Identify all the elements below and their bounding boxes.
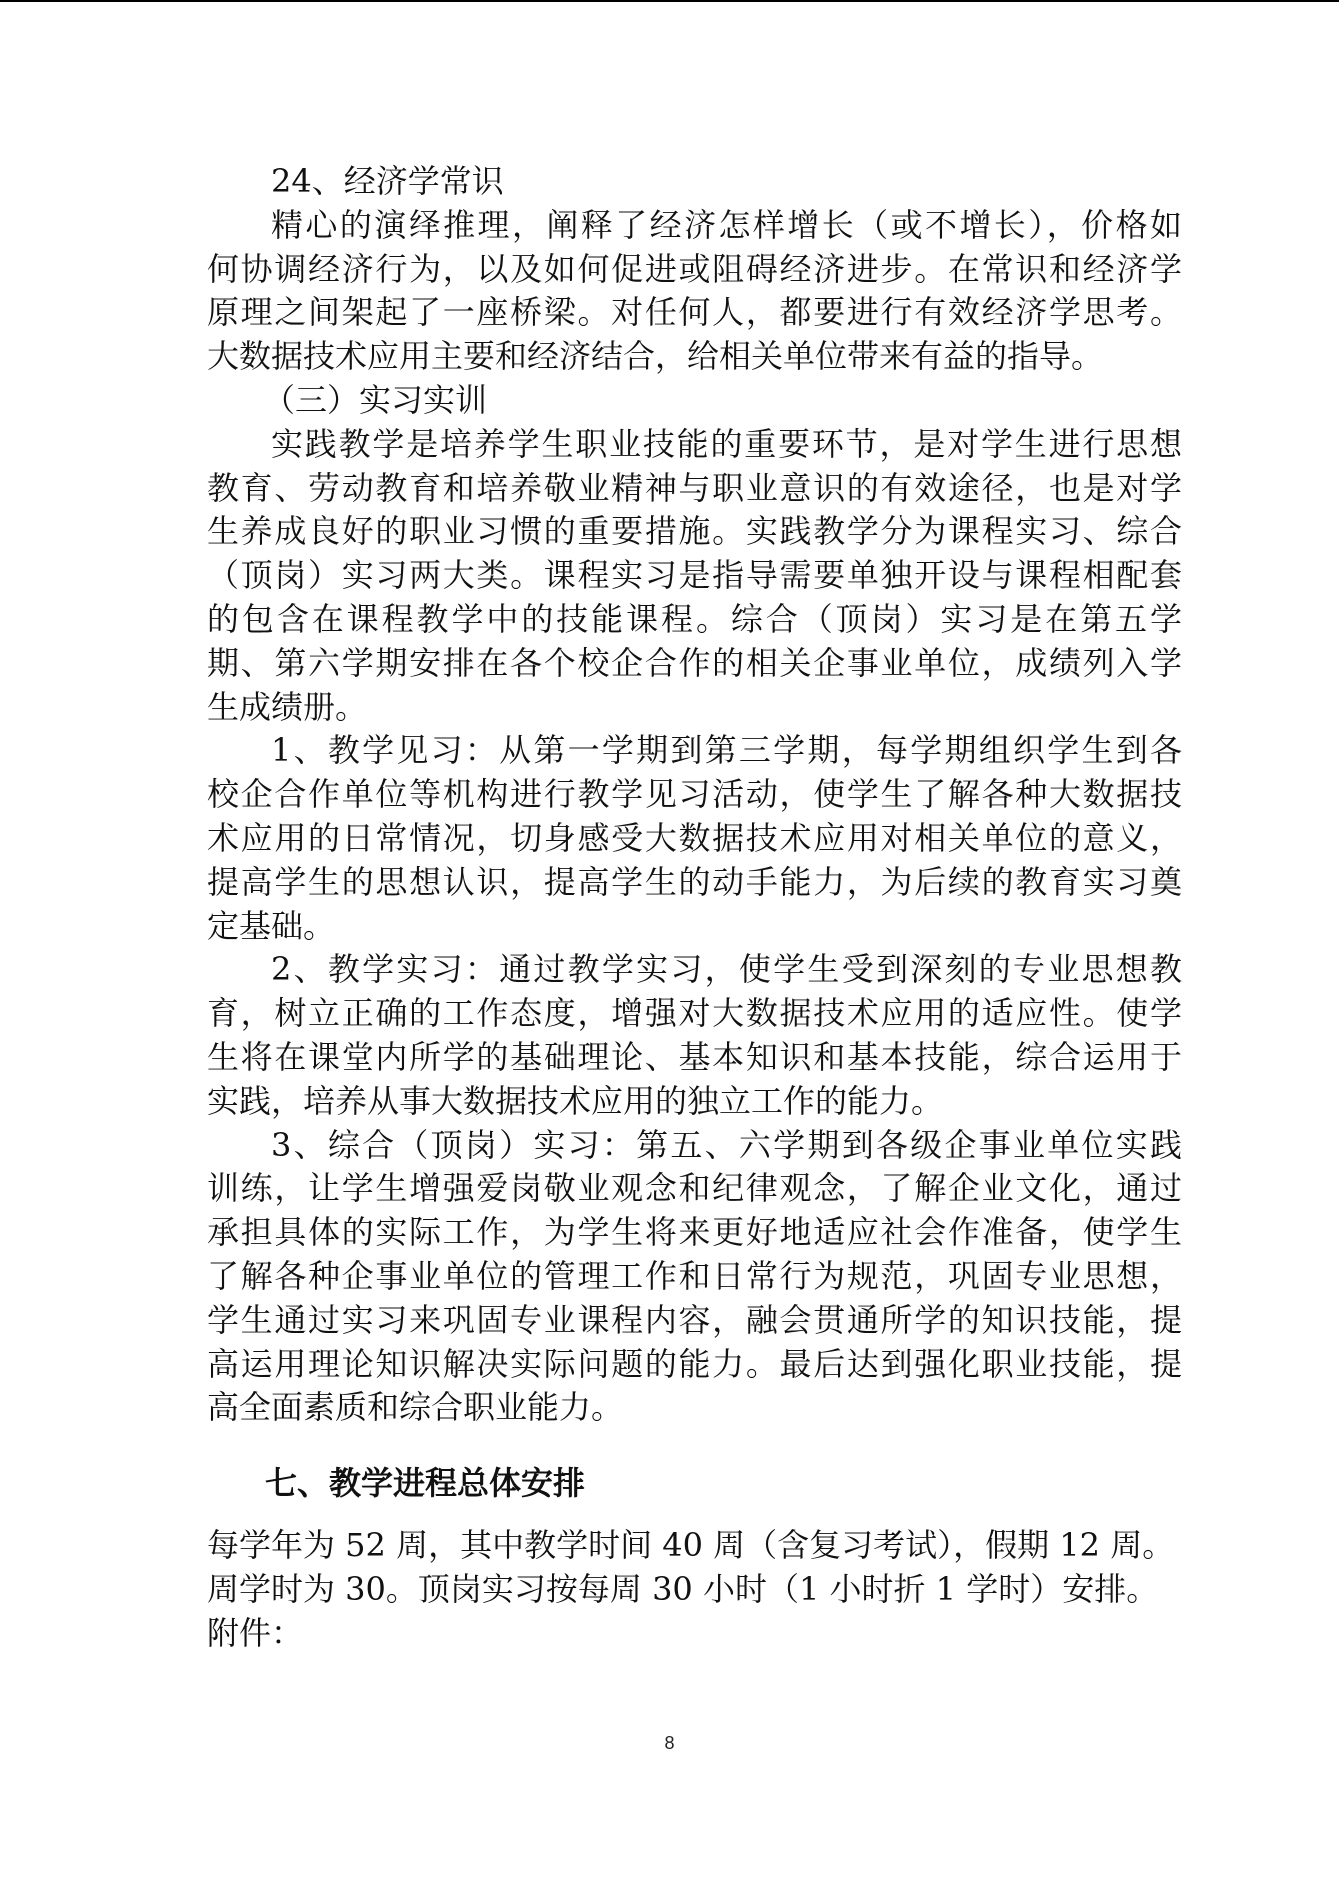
paragraph-line: 校企合作单位等机构进行教学见习活动，使学生了解各种大数据技 — [207, 775, 1182, 814]
paragraph-line: 大数据技术应用主要和经济结合，给相关单位带来有益的指导。 — [207, 337, 1104, 376]
paragraph-line: 提高学生的思想认识，提高学生的动手能力，为后续的教育实习奠 — [207, 862, 1182, 901]
paragraph-line: 期、第六学期安排在各个校企合作的相关企事业单位，成绩列入学 — [207, 643, 1182, 682]
section-24-title: 24、经济学常识 — [271, 162, 504, 200]
paragraph-line: 了解各种企事业单位的管理工作和日常行为规范，巩固专业思想， — [207, 1256, 1182, 1295]
paragraph-line: 精心的演绎推理，阐释了经济怎样增长（或不增长），价格如 — [271, 205, 1182, 244]
paragraph-line: 生养成良好的职业习惯的重要措施。实践教学分为课程实习、综合 — [207, 512, 1182, 551]
paragraph-line: 定基础。 — [207, 906, 336, 945]
paragraph-line: 的包含在课程教学中的技能课程。综合（顶岗）实习是在第五学 — [207, 599, 1182, 638]
paragraph-line: 术应用的日常情况，切身感受大数据技术应用对相关单位的意义， — [207, 818, 1182, 857]
paragraph-line: 高运用理论知识解决实际问题的能力。最后达到强化职业技能，提 — [207, 1344, 1182, 1383]
paragraph-line: 1、教学见习：从第一学期到第三学期，每学期组织学生到各 — [271, 731, 1182, 770]
paragraph-line: 周学时为 30。顶岗实习按每周 30 小时（1 小时折 1 学时）安排。 — [207, 1569, 1159, 1608]
page-content — [207, 160, 1182, 1656]
paragraph-line: 训练，让学生增强爱岗敬业观念和纪律观念，了解企业文化，通过 — [207, 1169, 1182, 1208]
paragraph-line: 生成绩册。 — [207, 687, 368, 726]
page-number: 8 — [664, 1733, 675, 1753]
paragraph-line: 实践教学是培养学生职业技能的重要环节，是对学生进行思想 — [271, 424, 1182, 463]
paragraph-line: 2、教学实习：通过教学实习，使学生受到深刻的专业思想教 — [271, 950, 1182, 989]
paragraph-line: 实践，培养从事大数据技术应用的独立工作的能力。 — [207, 1081, 944, 1120]
paragraph-line: （顶岗）实习两大类。课程实习是指导需要单独开设与课程相配套 — [207, 556, 1182, 595]
paragraph-line: 3、综合（顶岗）实习：第五、六学期到各级企事业单位实践 — [271, 1125, 1182, 1164]
top-border-line — [0, 0, 1339, 2]
attachment-label: 附件： — [207, 1613, 304, 1652]
paragraph-line: 教育、劳动教育和培养敬业精神与职业意识的有效途径，也是对学 — [207, 468, 1182, 507]
paragraph-line: 承担具体的实际工作，为学生将来更好地适应社会作准备，使学生 — [207, 1213, 1182, 1252]
paragraph-line: 生将在课堂内所学的基础理论、基本知识和基本技能，综合运用于 — [207, 1037, 1182, 1076]
paragraph-line: 育，树立正确的工作态度，增强对大数据技术应用的适应性。使学 — [207, 994, 1182, 1033]
paragraph-line: 每学年为 52 周，其中教学时间 40 周（含复习考试），假期 12 周。 — [207, 1526, 1175, 1565]
section-7-heading: 七、教学进程总体安排 — [265, 1464, 586, 1503]
paragraph-line: 何协调经济行为，以及如何促进或阻碍经济进步。在常识和经济学 — [207, 249, 1182, 288]
paragraph-line: 学生通过实习来巩固专业课程内容，融会贯通所学的知识技能，提 — [207, 1300, 1182, 1339]
paragraph-line: 原理之间架起了一座桥梁。对任何人，都要进行有效经济学思考。 — [207, 293, 1182, 332]
section-3-title: （三）实习实训 — [263, 380, 488, 419]
paragraph-line: 高全面素质和综合职业能力。 — [207, 1388, 624, 1427]
